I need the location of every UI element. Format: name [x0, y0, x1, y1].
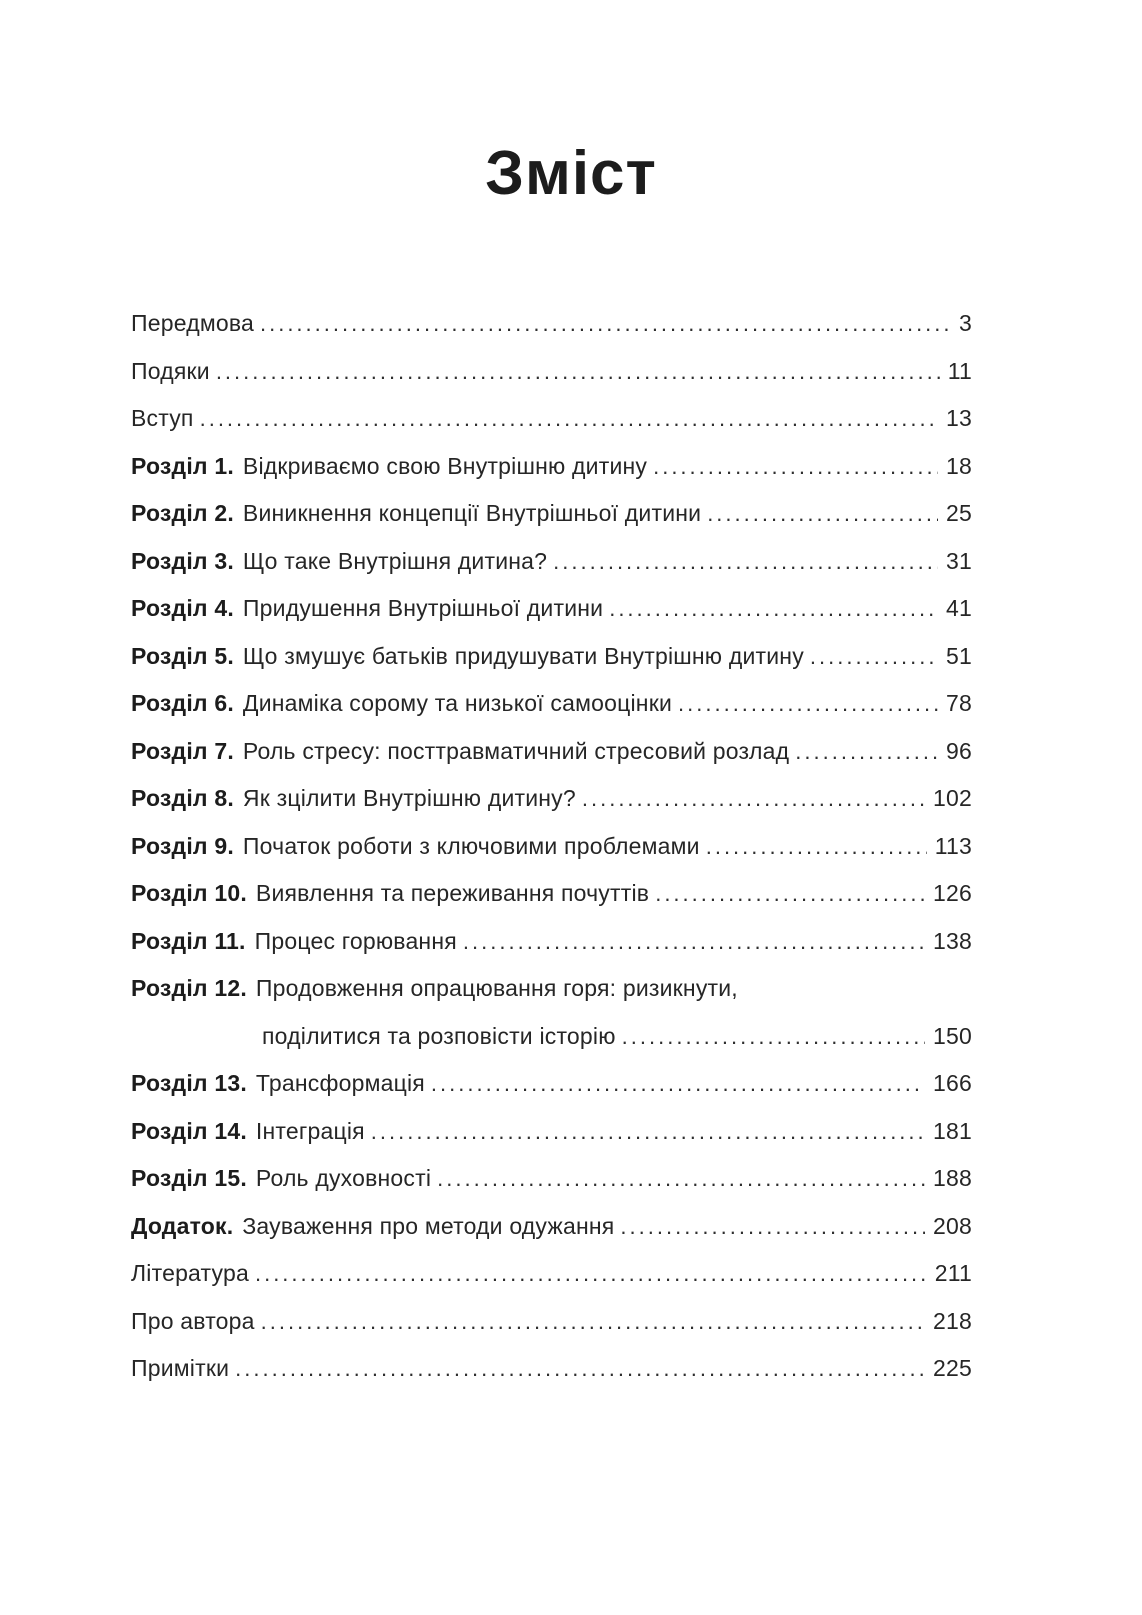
- toc-entry-title: Роль стресу: посттравматичний стресовий розлад: [242, 737, 790, 764]
- toc-entry-title: Динаміка сорому та низької самооцінки: [242, 690, 673, 716]
- dot-leader: [655, 870, 925, 918]
- toc-entry-title: Про автора: [131, 1307, 255, 1334]
- toc-entry-title: Зауваження про методи одужання: [242, 1212, 615, 1239]
- toc-entry-title: Продовження опрацювання горя: ризикнути,: [255, 975, 738, 1001]
- dot-leader: [653, 443, 938, 491]
- toc-entry-prefix: Розділ 12.: [131, 975, 247, 1001]
- toc-entry: [131, 538, 972, 586]
- toc-page-number: 225: [933, 1355, 972, 1381]
- toc-entry-title: Література: [131, 1260, 249, 1286]
- toc-entry-prefix: Розділ 10.: [131, 880, 247, 906]
- toc-entry: [131, 300, 972, 348]
- dot-leader: [795, 728, 938, 776]
- toc-page-number: 25: [946, 500, 972, 526]
- dot-leader: [200, 395, 938, 443]
- dot-leader: [437, 1155, 925, 1203]
- toc-page-number: 78: [946, 690, 972, 716]
- toc-entry-title: Що таке Внутрішня дитина?: [242, 547, 548, 574]
- toc-entry-prefix: Розділ 15.: [131, 1165, 247, 1191]
- toc-page-number: 138: [933, 927, 972, 954]
- toc-entry-prefix: Додаток.: [131, 1212, 234, 1239]
- toc-page-number: 96: [946, 737, 972, 764]
- dot-leader: [810, 633, 938, 681]
- toc-entry-title: Інтеграція: [255, 1117, 365, 1144]
- toc-page-number: 3: [959, 310, 972, 336]
- toc-entry-title: Придушення Внутрішньої дитини: [242, 595, 604, 621]
- toc-entry-prefix: Розділ 8.: [131, 785, 234, 811]
- dot-leader: [235, 1345, 925, 1393]
- toc-entry-title: Початок роботи з ключовими проблемами: [242, 832, 700, 859]
- toc-entry: [131, 918, 972, 966]
- toc-entry-title: Вступ: [131, 405, 194, 431]
- toc-entry: [131, 585, 972, 633]
- toc-page-number: 188: [933, 1165, 972, 1191]
- toc-entry-prefix: Розділ 5.: [131, 642, 234, 669]
- dot-leader: [553, 538, 938, 586]
- toc-entry: [131, 1298, 972, 1346]
- dot-leader: [609, 585, 938, 633]
- toc-entry-prefix: Розділ 2.: [131, 500, 234, 526]
- toc-entry-title-line2: поділитися та розповісти історію: [262, 1022, 616, 1049]
- toc-page-number: 218: [933, 1307, 972, 1334]
- toc-entry: [131, 1203, 972, 1251]
- toc-entry-prefix: Розділ 14.: [131, 1117, 247, 1144]
- toc-entry: [131, 965, 972, 1013]
- toc-entry: [131, 348, 972, 396]
- toc-entry: [131, 1108, 972, 1156]
- toc-page-number: 150: [933, 1022, 972, 1049]
- toc-entry: [131, 728, 972, 776]
- toc-entry-title: Відкриваємо свою Внутрішню дитину: [242, 452, 648, 479]
- dot-leader: [620, 1203, 925, 1251]
- toc-entry-prefix: Розділ 11.: [131, 927, 246, 954]
- toc-page-number: 126: [933, 880, 972, 906]
- toc-entry-title: Подяки: [131, 357, 210, 384]
- toc-page-number: 13: [946, 405, 972, 431]
- toc-entry-title: Примітки: [131, 1355, 230, 1381]
- dot-leader: [260, 300, 951, 348]
- toc-page-number: 11: [947, 357, 972, 384]
- dot-leader: [371, 1108, 925, 1156]
- toc-entry: [131, 680, 972, 728]
- toc-entry-prefix: Розділ 9.: [131, 832, 234, 859]
- dot-leader: [216, 348, 940, 396]
- toc-page-number: 102: [933, 785, 972, 811]
- toc-entry: [131, 1345, 972, 1393]
- toc-entry: [131, 633, 972, 681]
- dot-leader: [431, 1060, 925, 1108]
- toc-entry-continuation: [131, 1013, 972, 1061]
- toc-page-number: 18: [946, 452, 972, 479]
- dot-leader: [678, 680, 938, 728]
- toc-page-number: 51: [946, 642, 972, 669]
- toc-entry-title: Роль духовності: [255, 1165, 432, 1191]
- toc-entry-prefix: Розділ 7.: [131, 737, 234, 764]
- toc-entry-title: Як зцілити Внутрішню дитину?: [242, 785, 576, 811]
- toc-entry-prefix: Розділ 13.: [131, 1070, 247, 1096]
- toc-page-number: 41: [946, 595, 972, 621]
- toc-entry-title: Процес горювання: [254, 927, 457, 954]
- dot-leader: [582, 775, 925, 823]
- toc-entry: [131, 1060, 972, 1108]
- dot-leader: [463, 918, 925, 966]
- toc-entry: [131, 395, 972, 443]
- toc-page-number: 208: [933, 1212, 972, 1239]
- dot-leader: [707, 490, 938, 538]
- toc-entry: [131, 775, 972, 823]
- toc-entry-title: Що змушує батьків придушувати Внутрішню дитину: [242, 642, 804, 669]
- toc-entry: [131, 823, 972, 871]
- toc-page-number: 31: [946, 547, 972, 574]
- toc-page-number: 211: [934, 1260, 972, 1286]
- toc-entry: [131, 870, 972, 918]
- dot-leader: [622, 1013, 925, 1061]
- toc-entry-title: Передмова: [131, 310, 254, 336]
- toc-entry: [131, 1250, 972, 1298]
- dot-leader: [706, 823, 927, 871]
- dot-leader: [255, 1250, 927, 1298]
- toc-entry-prefix: Розділ 1.: [131, 452, 234, 479]
- toc-entry-prefix: Розділ 4.: [131, 595, 234, 621]
- toc-entry-prefix: Розділ 6.: [131, 690, 234, 716]
- toc-entry: [131, 490, 972, 538]
- toc-entry: [131, 443, 972, 491]
- page-title: Зміст: [485, 139, 657, 208]
- toc-entry-title: Виявлення та переживання почуттів: [255, 880, 650, 906]
- toc-entry-prefix: Розділ 3.: [131, 547, 234, 574]
- toc-page-number: 181: [933, 1117, 972, 1144]
- toc-entry: [131, 1155, 972, 1203]
- toc: [131, 300, 972, 1393]
- toc-entry-title: Виникнення концепції Внутрішньої дитини: [242, 500, 702, 526]
- toc-page-number: 113: [934, 832, 972, 859]
- toc-entry-title: Трансформація: [255, 1070, 425, 1096]
- dot-leader: [261, 1298, 925, 1346]
- toc-page-number: 166: [933, 1070, 972, 1096]
